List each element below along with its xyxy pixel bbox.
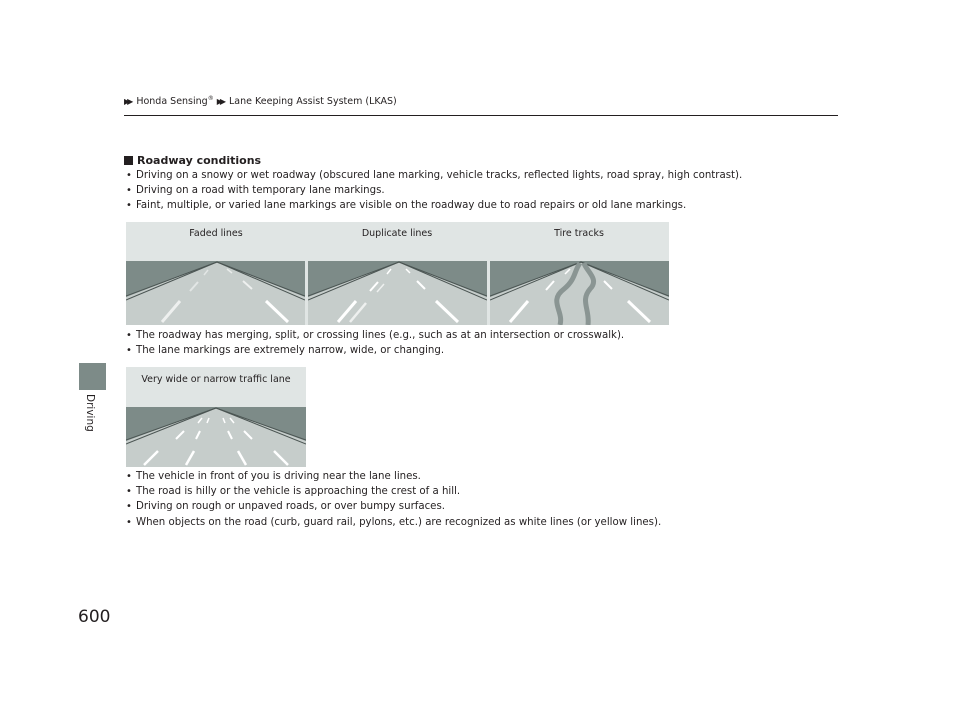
bullet-list-2 xyxy=(126,328,624,358)
list-item: • Driving on rough or unpaved roads, or over bumpy surfaces. xyxy=(126,499,661,514)
chapter-tab-marker xyxy=(79,363,106,390)
figure-label-wide-narrow-lane: Very wide or narrow traffic lane xyxy=(141,374,291,385)
faded-lines-road-icon xyxy=(126,261,305,325)
list-item: • Driving on a road with temporary lane markings. xyxy=(126,183,742,198)
tire-tracks-road-icon xyxy=(490,261,669,325)
bullet-list-1 xyxy=(126,168,742,214)
page-number: 600 xyxy=(78,607,111,627)
figure-lane-markings xyxy=(126,222,669,325)
breadcrumb-arrow-icon: ▶▶ xyxy=(124,96,131,106)
list-item: • The road is hilly or the vehicle is approaching the crest of a hill. xyxy=(126,484,661,499)
wide-narrow-lane-road-icon xyxy=(126,407,306,467)
section-heading xyxy=(124,154,261,167)
figure-label-tire-tracks: Tire tracks xyxy=(554,228,604,239)
list-item: • Driving on a snowy or wet roadway (obscured lane marking, vehicle tracks, reflected lights, road spray, high contrast). xyxy=(126,168,742,183)
list-item: • The lane markings are extremely narrow, wide, or changing. xyxy=(126,343,624,358)
bullet-list-3 xyxy=(126,469,661,530)
header-rule xyxy=(124,115,838,116)
breadcrumb-separator-icon: ▶▶ xyxy=(216,96,224,106)
figure-label-duplicate-lines: Duplicate lines xyxy=(361,228,433,239)
figure-wide-narrow-lane xyxy=(126,367,306,467)
list-item: • The roadway has merging, split, or crossing lines (e.g., such as at an intersection or crosswalk). xyxy=(126,328,624,343)
section-heading-text: Roadway conditions xyxy=(137,154,262,167)
list-item: • When objects on the road (curb, guard rail, pylons, etc.) are recognized as white lines (or yellow lines). xyxy=(126,515,661,530)
breadcrumb-item-honda-sensing[interactable]: Honda Sensing® xyxy=(136,95,214,108)
list-item: • The vehicle in front of you is driving near the lane lines. xyxy=(126,469,661,484)
list-item: • Faint, multiple, or varied lane markings are visible on the roadway due to road repairs or old lane markings. xyxy=(126,198,742,213)
duplicate-lines-road-icon xyxy=(308,261,487,325)
breadcrumb-item-lkas: Lane Keeping Assist System (LKAS) xyxy=(229,95,397,107)
chapter-tab-label: Driving xyxy=(84,394,96,432)
registered-mark: ® xyxy=(207,95,214,102)
breadcrumb xyxy=(124,95,397,107)
heading-square-icon xyxy=(124,156,133,165)
figure-label-faded-lines: Faded lines xyxy=(189,228,243,239)
